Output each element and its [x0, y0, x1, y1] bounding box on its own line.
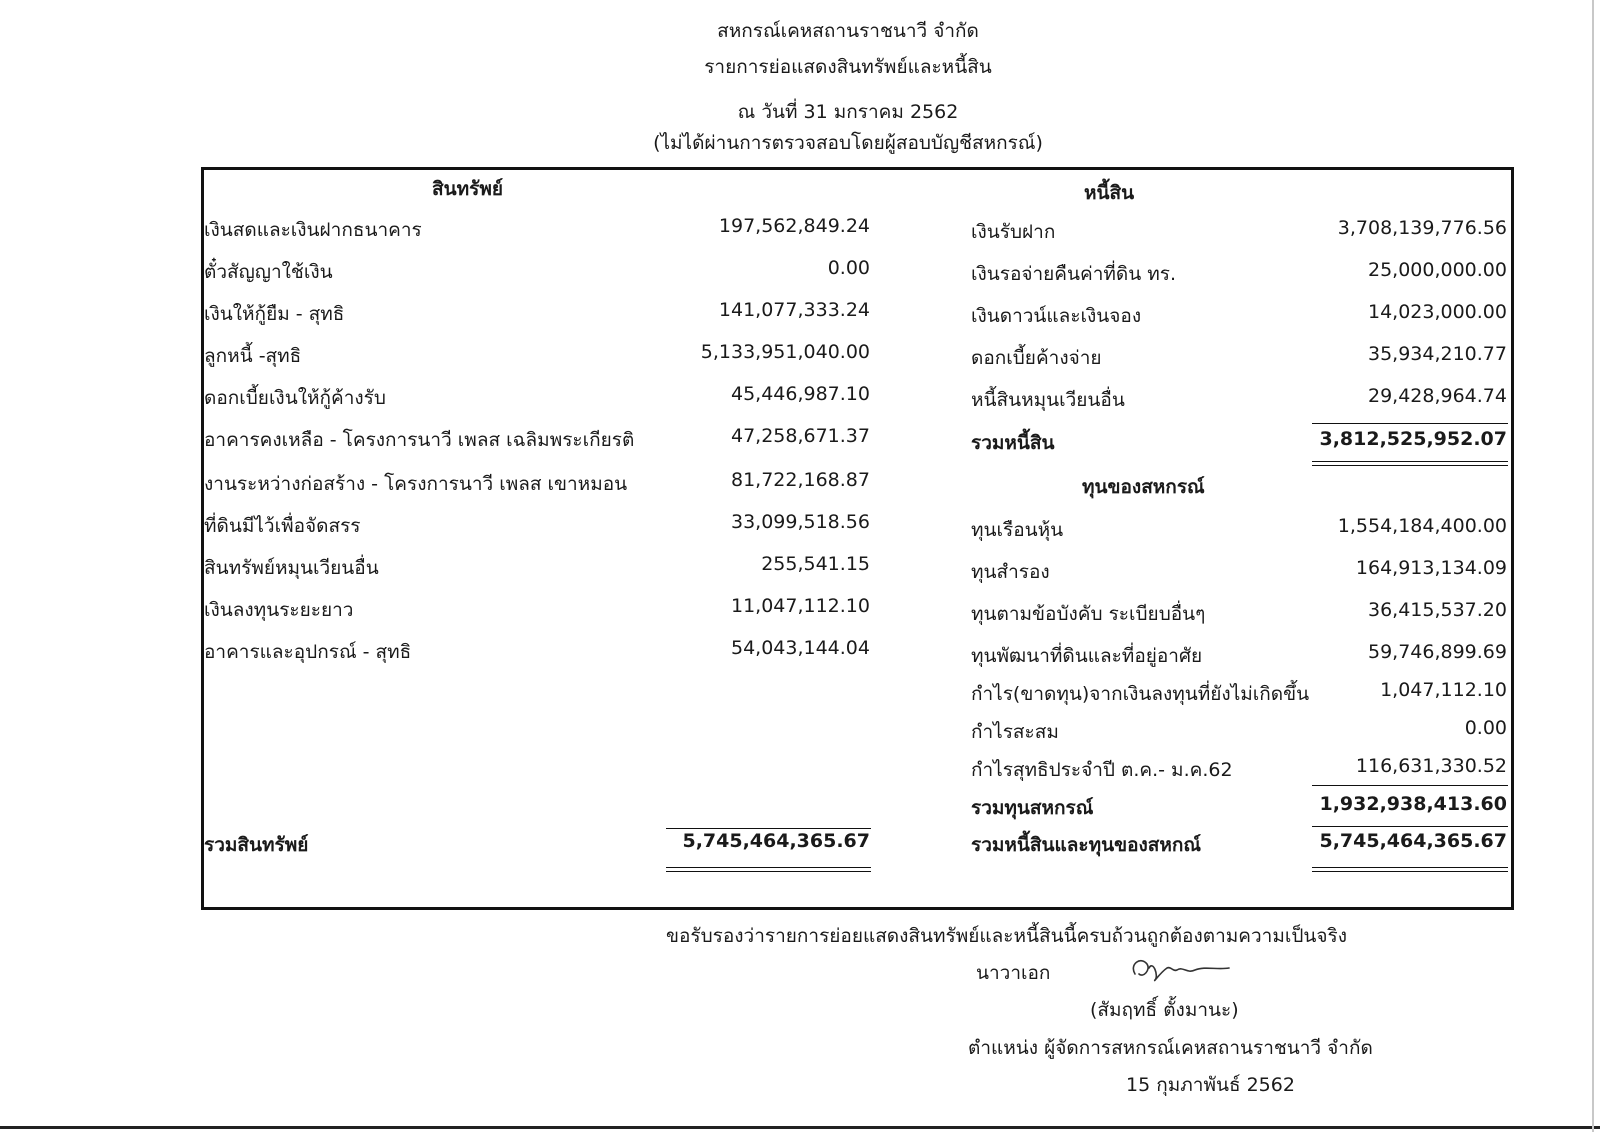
- liability-row-label: เงินรับฝาก: [971, 221, 1056, 243]
- asset-row-value: 0.00: [827, 257, 870, 279]
- assets-total-value: 5,745,464,365.67: [682, 830, 870, 852]
- liabilities-total-value: 3,812,525,952.07: [1319, 428, 1507, 450]
- certification-text: ขอรับรองว่ารายการย่อยแสดงสินทรัพย์และหนี้สินนี้ครบถ้วนถูกต้องตามความเป็นจริง: [666, 925, 1348, 947]
- liabilities-total-label: รวมหนี้สิน: [971, 432, 1055, 454]
- asset-row-value: 47,258,671.37: [730, 425, 870, 447]
- asset-row-label: อาคารคงเหลือ - โครงการนาวี เพลส เฉลิมพระเกียรติ: [204, 429, 635, 451]
- grand-total-rule: [1312, 826, 1508, 827]
- signer-name: (สัมฤทธิ์ ตั้งมานะ): [1090, 999, 1239, 1021]
- equity-heading: ทุนของสหกรณ์: [1082, 476, 1205, 498]
- asset-row-label: เงินสดและเงินฝากธนาคาร: [204, 219, 422, 241]
- liability-row-label: หนี้สินหมุนเวียนอื่น: [971, 389, 1125, 411]
- asset-row-value: 255,541.15: [761, 553, 870, 575]
- liability-row-value: 3,708,139,776.56: [1337, 217, 1507, 239]
- assets-total-label: รวมสินทรัพย์: [204, 834, 309, 856]
- grand-total-value: 5,745,464,365.67: [1319, 830, 1507, 852]
- equity-row-label: ทุนพัฒนาที่ดินและที่อยู่อาศัย: [971, 645, 1203, 667]
- asset-row-value: 54,043,144.04: [730, 637, 870, 659]
- asset-row-value: 45,446,987.10: [730, 383, 870, 405]
- asset-row-value: 197,562,849.24: [718, 215, 870, 237]
- asset-row-label: สินทรัพย์หมุนเวียนอื่น: [204, 557, 379, 579]
- equity-row-value: 59,746,899.69: [1367, 641, 1507, 663]
- liability-row-value: 25,000,000.00: [1367, 259, 1507, 281]
- liability-row-value: 14,023,000.00: [1367, 301, 1507, 323]
- signer-rank: นาวาเอก: [976, 962, 1051, 984]
- asset-row-label: อาคารและอุปกรณ์ - สุทธิ: [204, 641, 412, 663]
- equity-row-label: กำไรสะสม: [971, 721, 1059, 743]
- grand-total-label: รวมหนี้สินและทุนของสหกณ์: [971, 834, 1202, 856]
- asset-row-label: ดอกเบี้ยเงินให้กู้ค้างรับ: [204, 387, 386, 409]
- liability-row-label: ดอกเบี้ยค้างจ่าย: [971, 347, 1102, 369]
- report-title: รายการย่อแสดงสินทรัพย์และหนี้สิน: [704, 56, 992, 78]
- equity-total-rule: [1312, 785, 1508, 786]
- assets-total-double-rule: [666, 867, 871, 872]
- equity-row-value: 36,415,537.20: [1367, 599, 1507, 621]
- liabilities-total-rule: [1312, 423, 1508, 424]
- asset-row-label: เงินลงทุนระยะยาว: [204, 599, 354, 621]
- asset-row-label: เงินให้กู้ยืม - สุทธิ: [204, 303, 345, 325]
- equity-total-value: 1,932,938,413.60: [1319, 793, 1507, 815]
- assets-total-rule: [666, 828, 871, 829]
- asset-row-value: 141,077,333.24: [718, 299, 870, 321]
- asset-row-label: ลูกหนี้ -สุทธิ: [204, 345, 302, 367]
- equity-row-value: 116,631,330.52: [1355, 755, 1507, 777]
- equity-row-label: กำไรสุทธิประจำปี ต.ค.- ม.ค.62: [971, 759, 1233, 781]
- liability-row-label: เงินรอจ่ายคืนค่าที่ดิน ทร.: [971, 263, 1177, 285]
- asset-row-label: ที่ดินมีไว้เพื่อจัดสรร: [204, 515, 361, 537]
- equity-row-value: 0.00: [1464, 717, 1507, 739]
- audit-note: (ไม่ได้ผ่านการตรวจสอบโดยผู้สอบบัญชีสหกรณ์): [653, 132, 1043, 154]
- report-date: ณ วันที่ 31 มกราคม 2562: [737, 101, 959, 123]
- equity-total-label: รวมทุนสหกรณ์: [971, 797, 1094, 819]
- org-name: สหกรณ์เคหสถานราชนาวี จำกัด: [717, 20, 979, 42]
- liabilities-total-double-rule: [1312, 461, 1508, 466]
- liability-row-value: 35,934,210.77: [1367, 343, 1507, 365]
- asset-row-value: 11,047,112.10: [730, 595, 870, 617]
- signature-date: 15 กุมภาพันธ์ 2562: [1126, 1074, 1295, 1096]
- asset-row-value: 5,133,951,040.00: [700, 341, 870, 363]
- asset-row-value: 81,722,168.87: [730, 469, 870, 491]
- scan-right-edge: [1592, 0, 1594, 1132]
- asset-row-label: ตั๋วสัญญาใช้เงิน: [204, 261, 333, 283]
- handwritten-signature: [1125, 950, 1235, 986]
- grand-total-double-rule: [1312, 867, 1508, 872]
- liabilities-heading: หนี้สิน: [1084, 182, 1135, 204]
- equity-row-label: ทุนตามข้อบังคับ ระเบียบอื่นๆ: [971, 603, 1206, 625]
- signer-position: ตำแหน่ง ผู้จัดการสหกรณ์เคหสถานราชนาวี จำกัด: [968, 1037, 1373, 1059]
- asset-row-value: 33,099,518.56: [730, 511, 870, 533]
- equity-row-value: 164,913,134.09: [1355, 557, 1507, 579]
- equity-row-label: ทุนเรือนหุ้น: [971, 519, 1064, 541]
- asset-row-label: งานระหว่างก่อสร้าง - โครงการนาวี เพลส เขาหมอน: [204, 473, 628, 495]
- equity-row-value: 1,554,184,400.00: [1337, 515, 1507, 537]
- equity-row-label: ทุนสำรอง: [971, 561, 1050, 583]
- assets-heading: สินทรัพย์: [432, 178, 503, 200]
- liability-row-label: เงินดาวน์และเงินจอง: [971, 305, 1142, 327]
- liability-row-value: 29,428,964.74: [1367, 385, 1507, 407]
- equity-row-label: กำไร(ขาดทุน)จากเงินลงทุนที่ยังไม่เกิดขึ้น: [971, 683, 1310, 705]
- scan-bottom-edge: [0, 1126, 1600, 1129]
- equity-row-value: 1,047,112.10: [1380, 679, 1507, 701]
